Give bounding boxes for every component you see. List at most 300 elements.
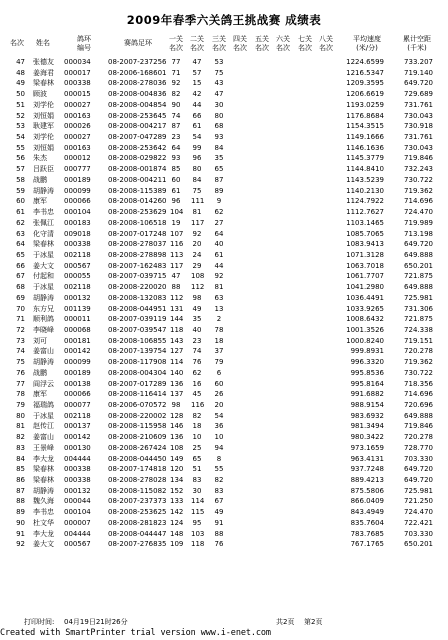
cell-stage1-rank: 149 (170, 454, 184, 463)
cell-stage2-rank: 20 (192, 240, 202, 249)
cell-foot-ring: 08-2008-253629 (108, 208, 167, 217)
cell-stage1-rank: 47 (171, 272, 181, 281)
cell-average-speed: 996.3320 (350, 358, 384, 367)
cell-rank: 53 (16, 122, 25, 131)
cell-stage2-rank: 83 (192, 476, 202, 485)
cell-rank: 69 (16, 293, 25, 302)
cell-stage1-rank: 74 (171, 111, 181, 120)
cell-stage2-rank: 118 (191, 540, 205, 549)
cell-foot-ring: 08-2008-044450 (108, 454, 167, 463)
header-speed-2: (米/分) (356, 44, 378, 52)
cell-name: 吕跃臣 (33, 165, 54, 174)
cell-stage3-rank: 37 (214, 347, 224, 356)
cell-rank: 81 (16, 422, 25, 431)
cell-stage3-rank: 49 (214, 508, 224, 517)
table-row (0, 57, 448, 68)
cell-rank: 78 (16, 390, 25, 399)
cell-ring-number: 000338 (64, 465, 91, 474)
cell-name: 胡静涛 (33, 358, 54, 367)
cell-average-speed: 1103.1465 (346, 218, 384, 227)
cell-ring-number: 000163 (64, 143, 91, 152)
cell-name: 顾波 (33, 90, 47, 99)
cell-cumulative-distance: 703.330 (404, 529, 433, 538)
cell-stage2-rank: 15 (192, 79, 202, 88)
cell-stage1-rank: 146 (170, 422, 184, 431)
cell-stage3-rank: 35 (214, 154, 224, 163)
cell-stage2-rank: 40 (192, 325, 202, 334)
cell-stage2-rank: 116 (191, 401, 205, 409)
cell-stage3-rank: 26 (214, 390, 224, 399)
table-row (0, 78, 448, 89)
cell-name: 刘恒娟 (33, 143, 54, 152)
table-row (0, 175, 448, 186)
cell-average-speed: 1112.7627 (346, 208, 384, 217)
cell-foot-ring: 08-2007-139754 (108, 347, 167, 356)
table-row (0, 218, 448, 229)
cell-rank: 62 (16, 218, 25, 227)
cell-name: 魏久海 (33, 497, 54, 506)
cell-stage1-rank: 88 (171, 283, 181, 292)
page-footer (0, 617, 448, 627)
cell-cumulative-distance: 649.720 (404, 476, 433, 485)
cell-name: 阎浮云 (33, 379, 54, 388)
cell-rank: 55 (16, 143, 25, 152)
table-row (0, 186, 448, 197)
cell-ring-number: 009018 (64, 229, 91, 238)
cell-name: 刘学伦 (33, 133, 54, 142)
table-row (0, 293, 448, 304)
cell-cumulative-distance: 714.696 (404, 197, 433, 206)
cell-name: 梁春林 (33, 79, 54, 88)
header-stage3-2: 名次 (212, 44, 226, 52)
table-row (0, 100, 448, 111)
cell-stage1-rank: 77 (171, 58, 181, 66)
cell-stage1-rank: 144 (170, 315, 184, 324)
cell-ring-number: 000011 (64, 315, 91, 324)
cell-rank: 68 (16, 283, 25, 292)
cell-cumulative-distance: 730.043 (404, 111, 433, 120)
cell-stage3-rank: 53 (214, 58, 224, 66)
cell-ring-number: 000142 (64, 347, 91, 356)
cell-stage1-rank: 92 (171, 79, 181, 88)
cell-cumulative-distance: 730.722 (404, 368, 433, 377)
cell-rank: 58 (16, 175, 25, 184)
cell-average-speed: 1041.2980 (346, 283, 384, 292)
cell-name: 耿建军 (33, 122, 54, 131)
cell-stage1-rank: 116 (170, 240, 184, 249)
cell-rank: 84 (16, 454, 25, 463)
cell-foot-ring: 08-2008-278028 (108, 476, 167, 485)
trial-watermark-text: Created with SmartPrinter trial version www.i-enet.com (0, 628, 271, 638)
cell-foot-ring: 08-2008-281823 (108, 518, 167, 527)
cell-stage1-rank: 143 (170, 336, 184, 345)
cell-ring-number: 000015 (64, 90, 91, 99)
cell-average-speed: 1224.6599 (346, 58, 384, 66)
cell-stage2-rank: 30 (192, 486, 202, 495)
cell-foot-ring: 08-2007-039119 (108, 315, 167, 324)
cell-stage3-rank: 89 (214, 186, 224, 195)
cell-stage1-rank: 60 (171, 175, 181, 184)
cell-foot-ring: 08-2007-039547 (108, 325, 167, 334)
cell-average-speed: 1176.8684 (346, 111, 384, 120)
cell-foot-ring: 08-2008-132083 (108, 293, 167, 302)
cell-stage2-rank: 51 (192, 465, 202, 474)
cell-stage3-rank: 61 (214, 250, 224, 259)
cell-rank: 91 (16, 529, 25, 538)
cell-stage3-rank: 40 (214, 240, 224, 249)
cell-cumulative-distance: 718.356 (404, 379, 433, 388)
cell-stage2-rank: 10 (192, 433, 202, 442)
cell-cumulative-distance: 713.198 (404, 229, 433, 238)
cell-name: 付起和 (33, 272, 54, 281)
header-stage2-1: 二关 (190, 35, 204, 43)
cell-average-speed: 1146.1636 (346, 143, 384, 152)
cell-stage3-rank: 36 (214, 422, 224, 431)
cell-stage2-rank: 112 (191, 283, 205, 292)
table-row (0, 486, 448, 497)
cell-stage3-rank: 60 (214, 379, 224, 388)
header-cum-1: 累计空距 (403, 35, 431, 43)
cell-rank: 56 (16, 154, 25, 163)
cell-ring-number: 004444 (64, 529, 91, 538)
cell-stage1-rank: 124 (170, 518, 184, 527)
header-ring-2: 编号 (77, 44, 91, 52)
cell-stage2-rank: 95 (192, 518, 202, 527)
cell-stage1-rank: 127 (170, 347, 184, 356)
cell-rank: 61 (16, 208, 25, 217)
cell-stage2-rank: 117 (191, 218, 205, 227)
cell-cumulative-distance: 731.761 (404, 100, 433, 109)
cell-cumulative-distance: 719.362 (404, 186, 433, 195)
cell-cumulative-distance: 649.888 (404, 250, 433, 259)
cell-foot-ring: 08-2008-220020 (108, 283, 167, 292)
cell-average-speed: 843.4949 (350, 508, 384, 517)
cell-foot-ring: 08-2008-253625 (108, 508, 167, 517)
cell-stage3-rank: 79 (214, 358, 224, 367)
header-stage8-1: 八关 (319, 35, 333, 43)
cell-ring-number: 002118 (64, 283, 91, 292)
print-time-value: 04月19日21时26分 (64, 618, 128, 626)
cell-average-speed: 835.7604 (350, 518, 384, 527)
cell-stage3-rank: 13 (214, 304, 224, 313)
cell-ring-number: 000007 (64, 518, 91, 527)
cell-stage1-rank: 19 (171, 218, 181, 227)
cell-ring-number: 000099 (64, 358, 91, 367)
cell-stage2-rank: 103 (191, 529, 205, 538)
header-stage6-2: 名次 (276, 44, 290, 52)
cell-stage1-rank: 136 (170, 433, 184, 442)
cell-foot-ring: 08-2008-210609 (108, 433, 167, 442)
cell-average-speed: 981.3494 (350, 422, 384, 431)
cell-average-speed: 1000.8240 (346, 336, 384, 345)
cell-stage2-rank: 108 (191, 272, 205, 281)
cell-rank: 92 (16, 540, 25, 549)
table-row (0, 89, 448, 100)
table-row (0, 153, 448, 164)
cell-stage1-rank: 118 (170, 325, 184, 334)
cell-cumulative-distance: 719.846 (404, 154, 433, 163)
cell-cumulative-distance: 730.043 (404, 143, 433, 152)
cell-stage1-rank: 93 (171, 154, 181, 163)
header-rank: 名次 (10, 39, 24, 47)
cell-stage3-rank: 8 (216, 454, 222, 463)
header-foot-ring: 赛鸽足环 (124, 39, 152, 47)
cell-foot-ring: 08-2008-115082 (108, 486, 167, 495)
cell-foot-ring: 08-2008-106855 (108, 336, 167, 345)
cell-stage2-rank: 75 (192, 186, 202, 195)
cell-ring-number: 000777 (64, 165, 91, 174)
cell-stage3-rank: 20 (214, 401, 224, 409)
cell-rank: 74 (16, 347, 25, 356)
cell-stage3-rank: 92 (214, 272, 224, 281)
cell-average-speed: 963.4131 (350, 454, 384, 463)
header-ring-1: 鸽环 (77, 35, 91, 43)
cell-stage1-rank: 71 (171, 68, 181, 77)
cell-ring-number: 002118 (64, 250, 91, 259)
cell-foot-ring: 08-2006-070572 (108, 401, 167, 409)
cell-foot-ring: 08-2008-220002 (108, 411, 167, 420)
cell-stage1-rank: 117 (170, 261, 184, 270)
cell-stage3-rank: 94 (214, 443, 224, 452)
cell-name: 福瑞鸽 (33, 401, 54, 409)
table-row (0, 454, 448, 465)
cell-rank: 64 (16, 240, 25, 249)
cell-average-speed: 988.9154 (350, 401, 384, 409)
cell-average-speed: 1061.7707 (346, 272, 384, 281)
cell-rank: 76 (16, 368, 25, 377)
cell-name: 于冰星 (33, 283, 54, 292)
cell-average-speed: 767.1765 (350, 540, 384, 549)
cell-name: 张佩江 (33, 218, 54, 227)
cell-name: 化守清 (33, 229, 54, 238)
cell-stage3-rank: 84 (214, 143, 224, 152)
cell-ring-number: 000189 (64, 368, 91, 377)
current-page: 第2页 (304, 618, 323, 626)
cell-stage3-rank: 30 (214, 100, 224, 109)
table-row (0, 239, 448, 250)
cell-cumulative-distance: 719.140 (404, 68, 433, 77)
header-stage8-2: 名次 (319, 44, 333, 52)
cell-ring-number: 000099 (64, 186, 91, 195)
table-row (0, 250, 448, 261)
cell-ring-number: 000567 (64, 540, 91, 549)
cell-stage2-rank: 92 (192, 229, 202, 238)
cell-stage1-rank: 90 (171, 100, 181, 109)
cell-rank: 71 (16, 315, 25, 324)
header-stage4-2: 名次 (233, 44, 247, 52)
cell-stage1-rank: 148 (170, 529, 184, 538)
cell-foot-ring: 08-2008-004854 (108, 100, 167, 109)
cell-name: 于冰星 (33, 250, 54, 259)
cell-name: 李大龙 (33, 529, 54, 538)
cell-stage2-rank: 24 (192, 250, 202, 259)
cell-cumulative-distance: 649.888 (404, 411, 433, 420)
cell-ring-number: 000077 (64, 401, 91, 409)
cell-stage2-rank: 66 (192, 111, 202, 120)
cell-average-speed: 875.5806 (350, 486, 384, 495)
header-stage7-1: 七关 (298, 35, 312, 43)
cell-ring-number: 000183 (64, 218, 91, 227)
cell-stage2-rank: 96 (192, 154, 202, 163)
cell-ring-number: 000567 (64, 261, 91, 270)
cell-stage3-rank: 62 (214, 208, 224, 217)
cell-stage1-rank: 104 (170, 208, 184, 217)
cell-stage1-rank: 133 (170, 497, 184, 506)
cell-cumulative-distance: 724.470 (404, 508, 433, 517)
cell-average-speed: 1209.3595 (346, 79, 384, 88)
header-cum-2: (千米) (407, 44, 427, 52)
cell-stage2-rank: 76 (192, 358, 202, 367)
print-time-label: 打印时间: (24, 618, 55, 626)
cell-stage3-rank: 81 (214, 283, 224, 292)
cell-cumulative-distance: 719.362 (404, 358, 433, 367)
cell-stage3-rank: 2 (216, 315, 222, 324)
cell-stage2-rank: 98 (192, 293, 202, 302)
cell-name: 胡静涛 (33, 293, 54, 302)
cell-average-speed: 995.8536 (350, 368, 384, 377)
header-stage1-1: 一关 (169, 35, 183, 43)
cell-average-speed: 1154.3515 (346, 122, 384, 131)
table-row (0, 529, 448, 540)
cell-stage1-rank: 137 (170, 390, 184, 399)
cell-rank: 50 (16, 90, 25, 99)
cell-stage3-rank: 80 (214, 111, 224, 120)
cell-stage1-rank: 142 (170, 508, 184, 517)
table-row (0, 368, 448, 379)
cell-cumulative-distance: 724.338 (404, 325, 433, 334)
cell-stage1-rank: 140 (170, 368, 184, 377)
cell-stage1-rank: 114 (170, 358, 184, 367)
cell-stage3-rank: 91 (214, 518, 224, 527)
table-row (0, 68, 448, 79)
cell-stage1-rank: 23 (171, 133, 181, 142)
cell-foot-ring: 08-2007-276835 (108, 540, 167, 549)
cell-name: 王景峰 (33, 443, 54, 452)
cell-foot-ring: 08-2007-162483 (108, 261, 167, 270)
table-row (0, 539, 448, 550)
cell-average-speed: 1149.1666 (346, 133, 384, 142)
cell-ring-number: 000338 (64, 476, 91, 485)
cell-foot-ring: 08-2007-047289 (108, 133, 167, 142)
cell-cumulative-distance: 725.981 (404, 486, 433, 495)
cell-stage1-rank: 112 (170, 293, 184, 302)
cell-foot-ring: 08-2008-115958 (108, 422, 167, 431)
cell-rank: 87 (16, 486, 25, 495)
cell-foot-ring: 08-2008-278037 (108, 240, 167, 249)
cell-average-speed: 1140.2130 (346, 186, 384, 195)
cell-stage1-rank: 96 (171, 197, 181, 206)
cell-stage1-rank: 98 (171, 401, 181, 409)
cell-foot-ring: 08-2008-253642 (108, 143, 167, 152)
cell-stage2-rank: 57 (192, 68, 202, 77)
cell-ring-number: 000027 (64, 133, 91, 142)
cell-foot-ring: 08-2007-174818 (108, 465, 167, 474)
cell-cumulative-distance: 650.201 (404, 540, 433, 549)
cell-ring-number: 000132 (64, 486, 91, 495)
cell-rank: 70 (16, 304, 25, 313)
cell-foot-ring: 08-2008-278898 (108, 250, 167, 259)
cell-foot-ring: 08-2007-237373 (108, 497, 167, 506)
cell-average-speed: 889.4213 (350, 476, 384, 485)
cell-rank: 83 (16, 443, 25, 452)
cell-foot-ring: 08-2008-106518 (108, 218, 167, 227)
cell-name: 胡静涛 (33, 186, 54, 195)
cell-average-speed: 980.3422 (350, 433, 384, 442)
cell-cumulative-distance: 721.250 (404, 497, 433, 506)
table-row (0, 282, 448, 293)
cell-ring-number: 000137 (64, 422, 91, 431)
cell-name: 姜富山 (33, 347, 54, 356)
cell-ring-number: 000338 (64, 79, 91, 88)
cell-stage3-rank: 9 (216, 197, 222, 206)
cell-stage1-rank: 136 (170, 379, 184, 388)
cell-rank: 80 (16, 411, 25, 420)
cell-rank: 59 (16, 186, 25, 195)
cell-cumulative-distance: 649.888 (404, 283, 433, 292)
table-row (0, 421, 448, 432)
cell-stage3-rank: 87 (214, 175, 224, 184)
cell-stage3-rank: 18 (214, 336, 224, 345)
cell-rank: 52 (16, 111, 25, 120)
table-row (0, 389, 448, 400)
cell-name: 梁春林 (33, 240, 54, 249)
header-stage6-1: 六关 (276, 35, 290, 43)
cell-stage1-rank: 108 (170, 443, 184, 452)
cell-rank: 85 (16, 465, 25, 474)
cell-rank: 48 (16, 68, 25, 77)
cell-stage2-rank: 18 (192, 422, 202, 431)
cell-foot-ring: 08-2008-004304 (108, 368, 167, 377)
cell-stage2-rank: 74 (192, 347, 202, 356)
table-row (0, 464, 448, 475)
table-row (0, 496, 448, 507)
cell-name: 李书忠 (33, 208, 54, 217)
cell-rank: 66 (16, 261, 25, 270)
cell-rank: 57 (16, 165, 25, 174)
cell-foot-ring: 08-2008-044951 (108, 304, 167, 313)
cell-stage2-rank: 84 (192, 175, 202, 184)
cell-ring-number: 000189 (64, 175, 91, 184)
table-row (0, 261, 448, 272)
table-row (0, 400, 448, 411)
cell-rank: 63 (16, 229, 25, 238)
cell-foot-ring: 08-2008-029822 (108, 154, 167, 163)
cell-stage1-rank: 87 (171, 122, 181, 131)
cell-ring-number: 001139 (64, 304, 91, 313)
cell-stage1-rank: 131 (170, 304, 184, 313)
cell-name: 姜大文 (33, 261, 54, 270)
cell-stage2-rank: 82 (192, 411, 202, 420)
cell-rank: 86 (16, 476, 25, 485)
cell-stage2-rank: 45 (192, 390, 202, 399)
cell-stage3-rank: 82 (214, 476, 224, 485)
cell-stage1-rank: 107 (170, 229, 184, 238)
cell-stage3-rank: 44 (214, 261, 224, 270)
cell-foot-ring: 08-2008-267424 (108, 443, 167, 452)
cell-cumulative-distance: 722.421 (404, 518, 433, 527)
cell-name: 杜文华 (33, 518, 54, 527)
table-row (0, 271, 448, 282)
cell-rank: 60 (16, 197, 25, 206)
cell-name: 姜大文 (33, 540, 54, 549)
cell-stage3-rank: 63 (214, 293, 224, 302)
cell-rank: 77 (16, 379, 25, 388)
cell-average-speed: 1071.3128 (346, 250, 384, 259)
cell-name: 梁春林 (33, 476, 54, 485)
cell-cumulative-distance: 731.761 (404, 133, 433, 142)
cell-foot-ring: 08-2007-017289 (108, 379, 167, 388)
cell-stage2-rank: 23 (192, 336, 202, 345)
